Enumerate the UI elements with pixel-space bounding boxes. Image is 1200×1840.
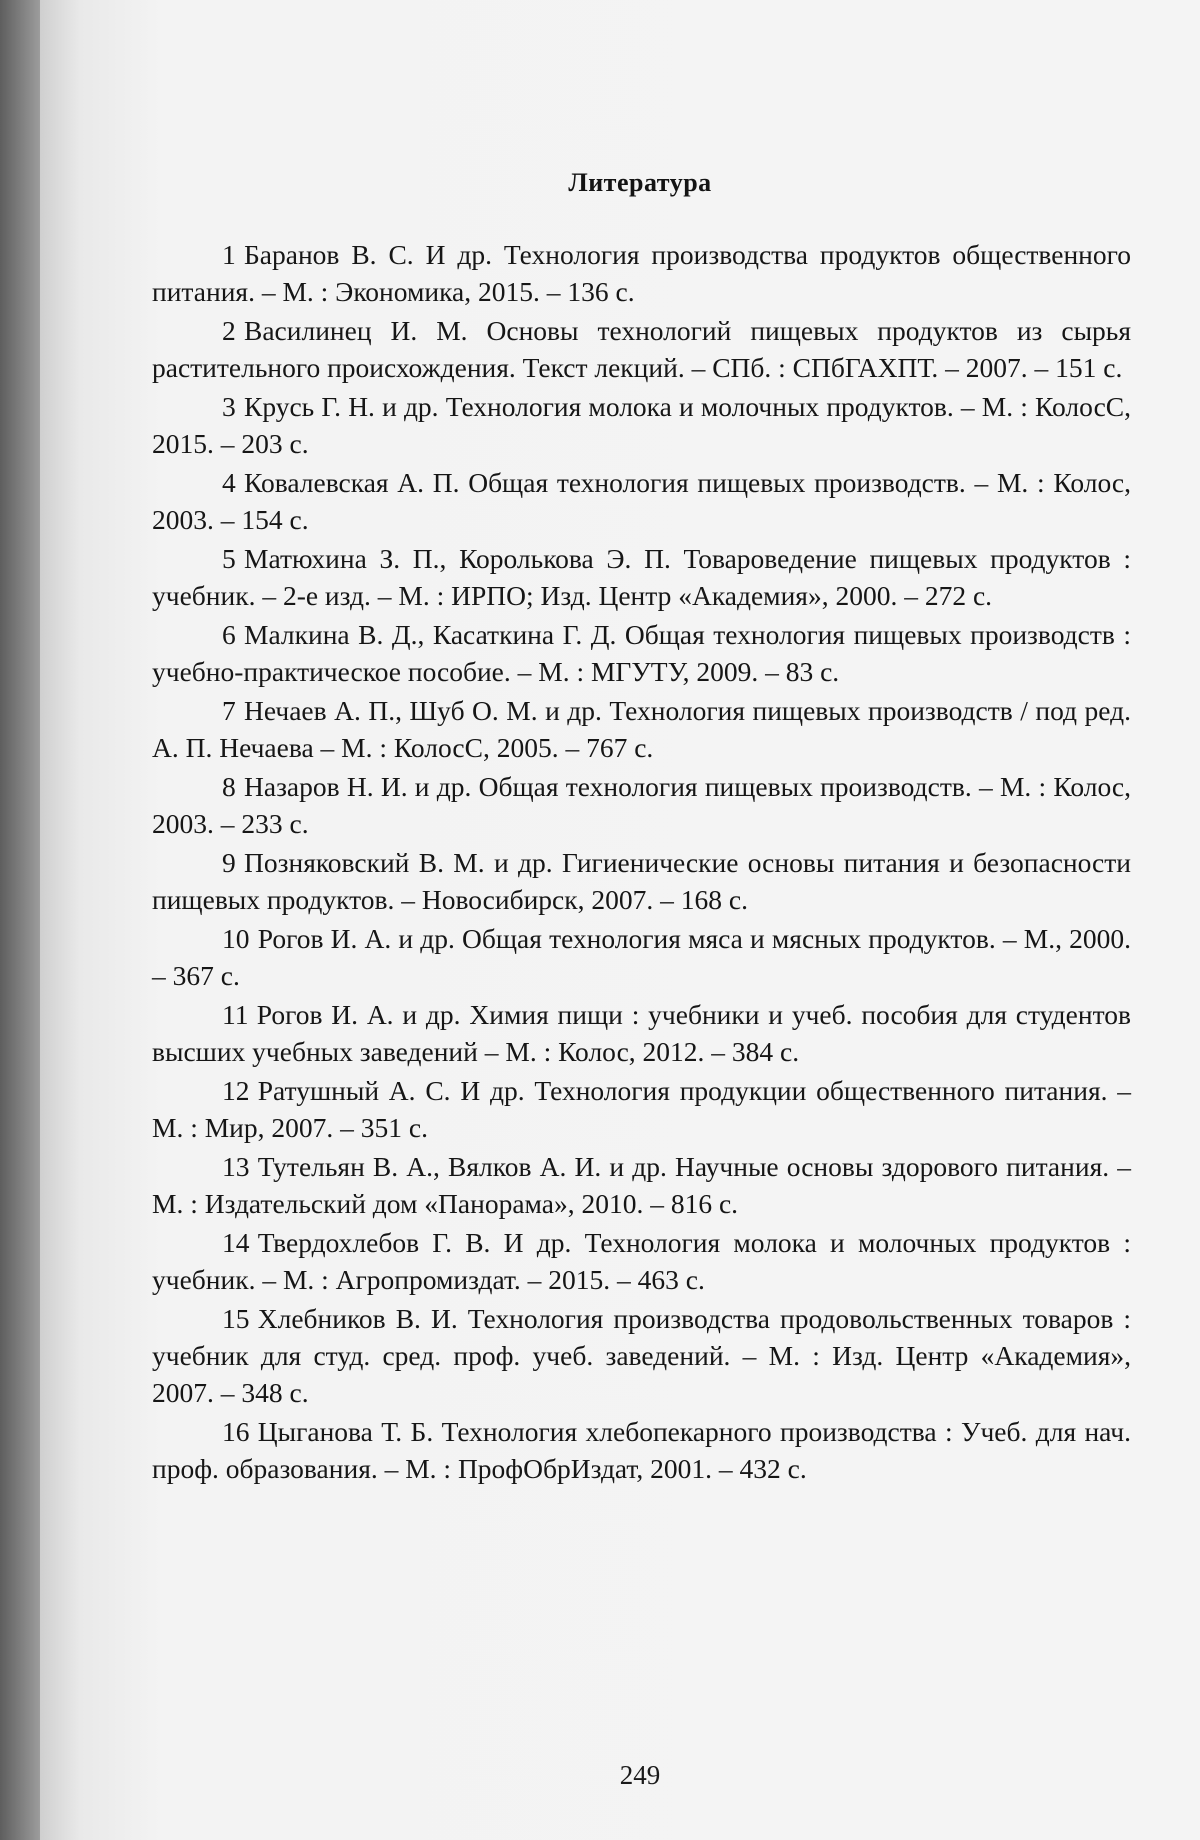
reference-item [152, 464, 1131, 538]
reference-text: Василинец И. М. Основы технологий пищевых продуктов из сырья растительного происхождения. Текст лекций. – СПб. : СПбГАХПТ. – 2007. – 151 с. [152, 315, 1131, 383]
reference-number: 13 [222, 1151, 250, 1182]
reference-number: 6 [222, 619, 236, 650]
reference-text: Матюхина З. П., Королькова Э. П. Товароведение пищевых продуктов : учебник. – 2-е изд. – М. : ИРПО; Изд. Центр «Академия», 2000. – 272 с. [152, 543, 1131, 611]
reference-item [152, 1300, 1131, 1411]
reference-item [152, 768, 1131, 842]
reference-item [152, 1413, 1131, 1487]
reference-item [152, 388, 1131, 462]
reference-text: Твердохлебов Г. В. И др. Технология молока и молочных продуктов : учебник. – М. : Агропромиздат. – 2015. – 463 с. [152, 1227, 1131, 1295]
page-number: 249 [619, 1760, 661, 1790]
book-page [40, 0, 1200, 1840]
reference-number: 9 [222, 847, 236, 878]
reference-text: Хлебников В. И. Технология производства продовольственных товаров : учебник для студ. сред. проф. учеб. заведений. – М. : Изд. Центр «Академия», 2007. – 348 с. [152, 1303, 1131, 1408]
reference-text: Нечаев А. П., Шуб О. М. и др. Технология пищевых производств / под ред. А. П. Нечаева – М. : КолосС, 2005. – 767 с. [152, 695, 1131, 763]
reference-item [152, 692, 1131, 766]
reference-item [152, 920, 1131, 994]
reference-item [152, 616, 1131, 690]
reference-list [152, 236, 1131, 1489]
reference-text: Ковалевская А. П. Общая технология пищевых производств. – М. : Колос, 2003. – 154 с. [152, 467, 1131, 535]
reference-number: 8 [222, 771, 236, 802]
reference-number: 12 [222, 1075, 250, 1106]
reference-number: 4 [222, 467, 236, 498]
reference-item [152, 1072, 1131, 1146]
reference-item [152, 236, 1131, 310]
reference-text: Тутельян В. А., Вялков А. И. и др. Научные основы здорового питания. – М. : Издательский дом «Панорама», 2010. – 816 с. [152, 1151, 1131, 1219]
reference-text: Цыганова Т. Б. Технология хлебопекарного производства : Учеб. для нач. проф. образования. – М. : ПрофОбрИздат, 2001. – 432 с. [152, 1416, 1131, 1484]
reference-number: 2 [222, 315, 236, 346]
reference-number: 15 [222, 1303, 250, 1334]
reference-text: Малкина В. Д., Касаткина Г. Д. Общая технология пищевых производств : учебно-практическое пособие. – М. : МГУТУ, 2009. – 83 с. [152, 619, 1131, 687]
reference-item [152, 996, 1131, 1070]
reference-number: 7 [222, 695, 236, 726]
reference-text: Рогов И. А. и др. Химия пищи : учебники и учеб. пособия для студентов высших учебных заведений – М. : Колос, 2012. – 384 с. [152, 999, 1131, 1067]
reference-text: Рогов И. А. и др. Общая технология мяса и мясных продуктов. – М., 2000. – 367 с. [152, 923, 1131, 991]
reference-number: 11 [222, 999, 249, 1030]
reference-text: Ратушный А. С. И др. Технология продукции общественного питания. – М. : Мир, 2007. – 351 с. [152, 1075, 1131, 1143]
reference-text: Баранов В. С. И др. Технология производства продуктов общественного питания. – М. : Экономика, 2015. – 136 с. [152, 239, 1131, 307]
reference-item [152, 312, 1131, 386]
reference-number: 10 [222, 923, 250, 954]
reference-number: 14 [222, 1227, 250, 1258]
reference-number: 1 [222, 239, 236, 270]
reference-item [152, 1148, 1131, 1222]
reference-item [152, 844, 1131, 918]
reference-number: 16 [222, 1416, 250, 1447]
reference-number: 5 [222, 543, 236, 574]
page-title: Литература [568, 168, 712, 197]
reference-text: Позняковский В. М. и др. Гигиенические основы питания и безопасности пищевых продуктов. – Новосибирск, 2007. – 168 с. [152, 847, 1131, 915]
reference-item [152, 540, 1131, 614]
reference-item [152, 1224, 1131, 1298]
reference-text: Крусь Г. Н. и др. Технология молока и молочных продуктов. – М. : КолосС, 2015. – 203 с. [152, 391, 1131, 459]
reference-text: Назаров Н. И. и др. Общая технология пищевых производств. – М. : Колос, 2003. – 233 с. [152, 771, 1131, 839]
reference-number: 3 [222, 391, 236, 422]
